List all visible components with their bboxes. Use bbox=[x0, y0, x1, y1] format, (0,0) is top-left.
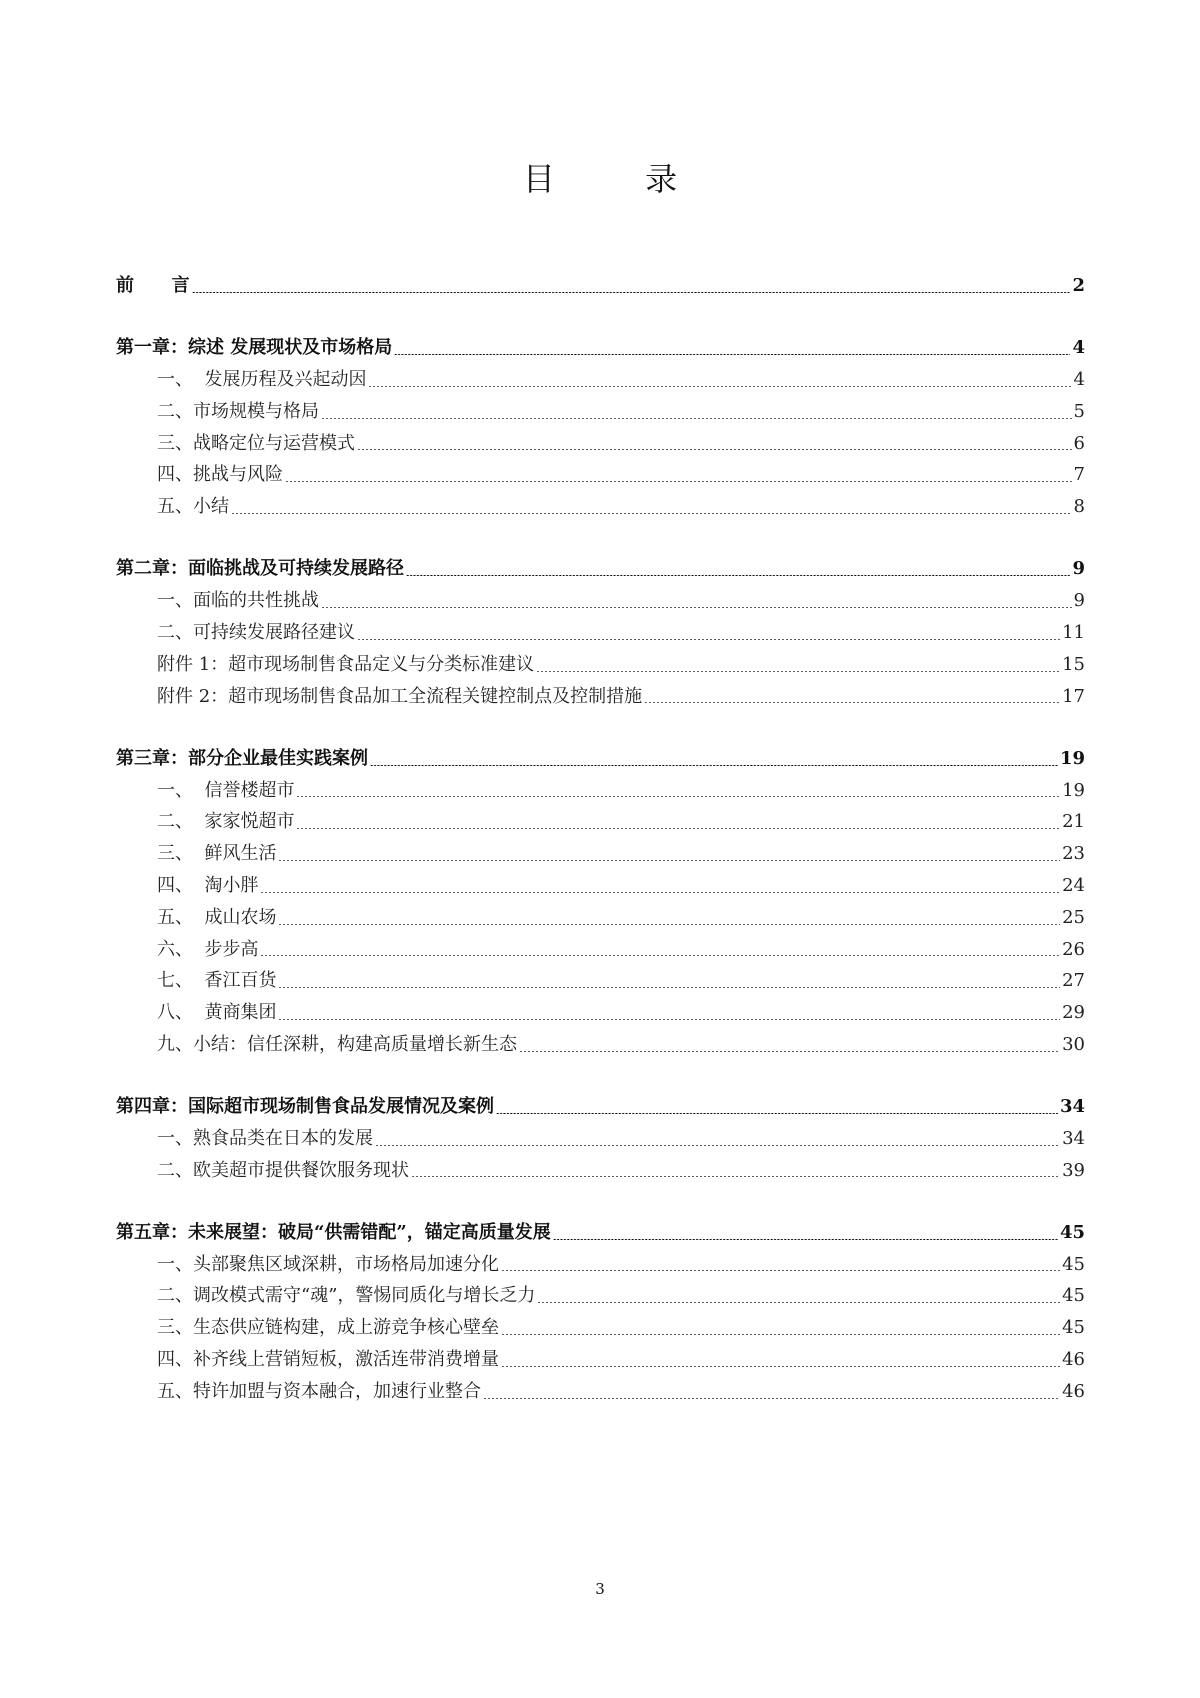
toc-section-entry[interactable] bbox=[116, 491, 1085, 523]
dot-leader bbox=[411, 1176, 1060, 1177]
toc-entry-page: 19 bbox=[1059, 747, 1085, 769]
toc-entry-page: 45 bbox=[1062, 1317, 1085, 1339]
toc-entry-page: 11 bbox=[1062, 621, 1085, 643]
toc-entry-label: 一、头部聚焦区域深耕，市场格局加速分化 bbox=[157, 1253, 499, 1275]
dot-leader bbox=[536, 671, 1060, 672]
toc-section-entry[interactable] bbox=[116, 649, 1085, 681]
table-of-contents bbox=[116, 270, 1085, 1408]
toc-section-entry[interactable] bbox=[116, 459, 1085, 491]
toc-entry-label: 第四章：国际超市现场制售食品发展情况及案例 bbox=[116, 1096, 494, 1118]
toc-entry-label: 五、 成山农场 bbox=[157, 906, 277, 928]
dot-leader bbox=[296, 828, 1060, 829]
toc-entry-page: 25 bbox=[1062, 906, 1085, 928]
toc-entry-page: 24 bbox=[1062, 874, 1085, 896]
dot-leader bbox=[644, 702, 1060, 703]
dot-leader bbox=[357, 449, 1072, 450]
toc-entry-page: 4 bbox=[1072, 337, 1085, 359]
dot-leader bbox=[357, 639, 1060, 640]
toc-title: 目 录 bbox=[522, 160, 718, 198]
toc-section-entry[interactable] bbox=[116, 364, 1085, 396]
toc-entry-label: 五、特许加盟与资本融合，加速行业整合 bbox=[157, 1380, 481, 1402]
toc-section-entry[interactable] bbox=[116, 1123, 1085, 1155]
toc-entry-page: 26 bbox=[1062, 938, 1085, 960]
toc-entry-page: 30 bbox=[1062, 1033, 1085, 1055]
toc-section-entry[interactable] bbox=[116, 902, 1085, 934]
toc-section-entry[interactable] bbox=[116, 997, 1085, 1029]
dot-leader bbox=[278, 924, 1060, 925]
toc-entry-page: 9 bbox=[1073, 590, 1085, 612]
toc-section-entry[interactable] bbox=[116, 1249, 1085, 1281]
dot-leader bbox=[296, 796, 1060, 797]
toc-section-entry[interactable] bbox=[116, 965, 1085, 997]
toc-entry-label: 二、欧美超市提供餐饮服务现状 bbox=[157, 1159, 409, 1181]
dot-leader bbox=[260, 892, 1060, 893]
toc-entry-label: 第二章：面临挑战及可持续发展路径 bbox=[116, 558, 404, 580]
toc-entry-label: 四、挑战与风险 bbox=[157, 464, 283, 486]
toc-entry-label: 二、 家家悦超市 bbox=[157, 811, 295, 833]
dot-leader bbox=[370, 765, 1058, 766]
toc-entry-label: 第一章：综述 发展现状及市场格局 bbox=[116, 337, 393, 359]
toc-chapter-entry[interactable] bbox=[116, 270, 1085, 302]
toc-entry-label: 四、 淘小胖 bbox=[157, 874, 259, 896]
toc-entry-label: 八、 黄商集团 bbox=[157, 1002, 277, 1024]
dot-leader bbox=[285, 481, 1072, 482]
toc-entry-page: 21 bbox=[1062, 811, 1085, 833]
dot-leader bbox=[406, 575, 1070, 576]
toc-entry-page: 15 bbox=[1062, 653, 1085, 675]
dot-leader bbox=[501, 1366, 1060, 1367]
toc-entry-label: 七、 香江百货 bbox=[157, 970, 277, 992]
dot-leader bbox=[278, 1019, 1060, 1020]
toc-entry-label: 第五章：未来展望：破局“供需错配”，锚定高质量发展 bbox=[116, 1221, 551, 1243]
toc-entry-label: 五、小结 bbox=[157, 496, 229, 518]
dot-leader bbox=[375, 1145, 1060, 1146]
toc-entry-label: 三、战略定位与运营模式 bbox=[157, 432, 355, 454]
toc-entry-label: 一、 信誉楼超市 bbox=[157, 779, 295, 801]
toc-section-entry[interactable] bbox=[116, 428, 1085, 460]
toc-entry-page: 7 bbox=[1073, 464, 1085, 486]
toc-entry-label: 三、 鲜风生活 bbox=[157, 843, 277, 865]
dot-leader bbox=[321, 607, 1072, 608]
dot-leader bbox=[278, 987, 1060, 988]
toc-entry-page: 8 bbox=[1073, 496, 1085, 518]
toc-chapter-entry[interactable] bbox=[116, 1217, 1085, 1249]
toc-entry-page: 46 bbox=[1062, 1380, 1085, 1402]
toc-entry-label: 第三章：部分企业最佳实践案例 bbox=[116, 747, 368, 769]
toc-entry-page: 19 bbox=[1062, 779, 1085, 801]
dot-leader bbox=[496, 1113, 1058, 1114]
dot-leader bbox=[368, 386, 1071, 387]
toc-section-entry[interactable] bbox=[116, 870, 1085, 902]
toc-section-entry[interactable] bbox=[116, 585, 1085, 617]
toc-entry-label: 六、 步步高 bbox=[157, 938, 259, 960]
toc-entry-label: 二、可持续发展路径建议 bbox=[157, 621, 355, 643]
page-number: 3 bbox=[595, 1580, 605, 1598]
dot-leader bbox=[483, 1398, 1060, 1399]
toc-section-entry[interactable] bbox=[116, 934, 1085, 966]
dot-leader bbox=[192, 292, 1071, 293]
dot-leader bbox=[278, 860, 1060, 861]
dot-leader bbox=[537, 1302, 1060, 1303]
dot-leader bbox=[501, 1334, 1060, 1335]
toc-entry-page: 27 bbox=[1062, 970, 1085, 992]
toc-entry-label: 前 言 bbox=[116, 275, 190, 296]
toc-section-entry[interactable] bbox=[116, 838, 1085, 870]
toc-entry-page: 4 bbox=[1073, 368, 1085, 390]
dot-leader bbox=[519, 1051, 1060, 1052]
toc-chapter-entry[interactable] bbox=[116, 553, 1085, 585]
toc-entry-label: 四、补齐线上营销短板，激活连带消费增量 bbox=[157, 1349, 499, 1371]
toc-section-entry[interactable] bbox=[116, 1376, 1085, 1408]
toc-entry-label: 二、市场规模与格局 bbox=[157, 400, 319, 422]
dot-leader bbox=[501, 1270, 1060, 1271]
toc-chapter-entry[interactable] bbox=[116, 332, 1085, 364]
toc-entry-page: 39 bbox=[1062, 1159, 1085, 1181]
toc-entry-page: 29 bbox=[1062, 1002, 1085, 1024]
toc-section-entry[interactable] bbox=[116, 1155, 1085, 1187]
toc-section-entry[interactable] bbox=[116, 1029, 1085, 1061]
toc-entry-page: 23 bbox=[1062, 843, 1085, 865]
toc-entry-page: 34 bbox=[1062, 1127, 1085, 1149]
toc-chapter-entry[interactable] bbox=[116, 1091, 1085, 1123]
toc-entry-page: 45 bbox=[1059, 1221, 1085, 1243]
toc-entry-label: 二、调改模式需守“魂”，警惕同质化与增长乏力 bbox=[157, 1285, 536, 1307]
toc-chapter-entry[interactable] bbox=[116, 743, 1085, 775]
toc-section-entry[interactable] bbox=[116, 806, 1085, 838]
dot-leader bbox=[394, 354, 1070, 355]
toc-section-entry[interactable] bbox=[116, 775, 1085, 807]
toc-section-entry[interactable] bbox=[116, 1312, 1085, 1344]
toc-section-entry[interactable] bbox=[116, 396, 1085, 428]
toc-entry-label: 一、面临的共性挑战 bbox=[157, 590, 319, 612]
toc-entry-page: 2 bbox=[1072, 275, 1085, 296]
dot-leader bbox=[260, 955, 1060, 956]
toc-entry-label: 附件 2：超市现场制售食品加工全流程关键控制点及控制措施 bbox=[157, 685, 643, 707]
toc-entry-page: 6 bbox=[1073, 432, 1085, 454]
toc-section-entry[interactable] bbox=[116, 1344, 1085, 1376]
toc-entry-page: 46 bbox=[1062, 1349, 1085, 1371]
toc-section-entry[interactable] bbox=[116, 681, 1085, 713]
toc-entry-label: 附件 1：超市现场制售食品定义与分类标准建议 bbox=[157, 653, 535, 675]
toc-entry-page: 45 bbox=[1062, 1253, 1085, 1275]
dot-leader bbox=[553, 1239, 1058, 1240]
toc-entry-page: 17 bbox=[1062, 685, 1085, 707]
toc-section-entry[interactable] bbox=[116, 1280, 1085, 1312]
toc-entry-label: 三、生态供应链构建，成上游竞争核心壁垒 bbox=[157, 1317, 499, 1339]
toc-entry-label: 一、熟食品类在日本的发展 bbox=[157, 1127, 373, 1149]
toc-entry-label: 九、小结：信任深耕，构建高质量增长新生态 bbox=[157, 1033, 517, 1055]
toc-entry-label: 一、 发展历程及兴起动因 bbox=[157, 368, 367, 390]
toc-entry-page: 9 bbox=[1072, 558, 1085, 580]
toc-section-entry[interactable] bbox=[116, 617, 1085, 649]
dot-leader bbox=[321, 418, 1072, 419]
dot-leader bbox=[231, 513, 1072, 514]
toc-entry-page: 5 bbox=[1073, 400, 1085, 422]
toc-entry-page: 45 bbox=[1062, 1285, 1085, 1307]
toc-entry-page: 34 bbox=[1059, 1096, 1085, 1118]
